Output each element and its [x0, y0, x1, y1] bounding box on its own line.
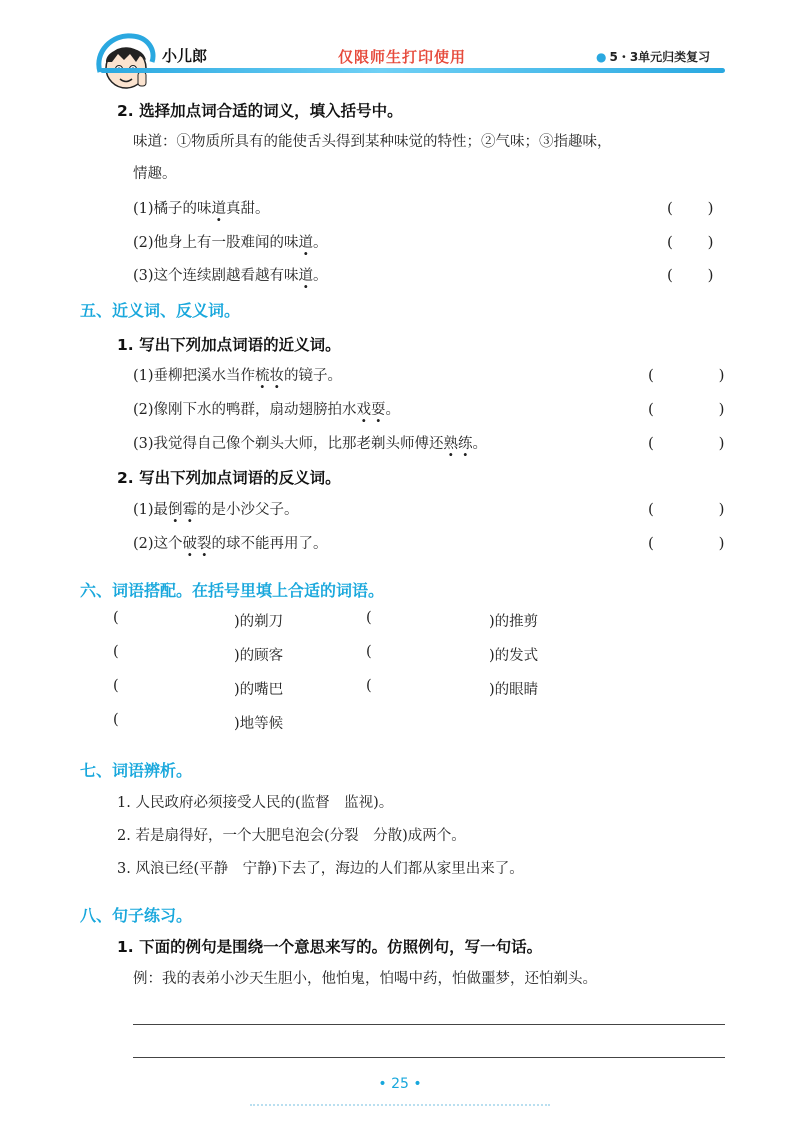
answer-blank[interactable]: ( ) [648, 366, 725, 384]
bullet-icon: ● [596, 50, 607, 64]
answer-blank[interactable]: ( ) [648, 400, 725, 418]
section-title: 五、近义词、反义词。 [80, 301, 241, 320]
question-title: 1. 下面的例句是围绕一个意思来写的。仿照例句，写一句话。 [117, 938, 543, 956]
unit-text: 5・3单元归类复习 [609, 50, 711, 64]
exercise-item: (1)垂柳把溪水当作梳妆的镜子。 [133, 368, 343, 384]
question-title: 2. 写出下列加点词语的反义词。 [117, 469, 341, 487]
question-title: 1. 写出下列加点词语的近义词。 [117, 336, 341, 354]
collocation-item: )的推剪 [489, 614, 539, 630]
unit-label [596, 48, 710, 65]
discrimination-item: 2. 若是扇得好，一个大肥皂泡会(分裂 分散)成两个。 [117, 828, 466, 844]
section-title: 六、词语搭配。在括号里填上合适的词语。 [80, 581, 385, 600]
page-number: • 25 • [378, 1076, 422, 1092]
brand-name: 小儿郎 [162, 47, 208, 65]
exercise-item: (1)橘子的味道真甜。 [133, 201, 270, 217]
collocation-item: )的发式 [489, 648, 539, 664]
exercise-item: (2)这个破裂的球不能再用了。 [133, 536, 328, 552]
exercise-item: (2)像刚下水的鸭群，扇动翅膀拍水戏耍。 [133, 402, 401, 418]
collocation-blank[interactable]: ( [113, 712, 119, 728]
collocation-blank[interactable]: ( [113, 644, 119, 660]
answer-blank[interactable]: ( ) [648, 434, 725, 452]
collocation-item: )的眼睛 [489, 682, 539, 698]
section-title: 八、句子练习。 [80, 906, 193, 925]
answer-blank[interactable]: ( ) [667, 266, 714, 284]
mascot-logo-icon [92, 32, 158, 96]
collocation-blank[interactable]: ( [113, 610, 119, 626]
collocation-item: )地等候 [234, 716, 284, 732]
collocation-blank[interactable]: ( [366, 678, 372, 694]
writing-line[interactable] [133, 1057, 725, 1058]
writing-line[interactable] [133, 1024, 725, 1025]
footer-decoration [250, 1104, 550, 1110]
collocation-blank[interactable]: ( [366, 610, 372, 626]
collocation-item: )的嘴巴 [234, 682, 284, 698]
answer-blank[interactable]: ( ) [648, 534, 725, 552]
collocation-blank[interactable]: ( [366, 644, 372, 660]
discrimination-item: 1. 人民政府必须接受人民的(监督 监视)。 [117, 795, 394, 811]
collocation-blank[interactable]: ( [113, 678, 119, 694]
exercise-item: (3)这个连续剧越看越有味道。 [133, 268, 328, 284]
exercise-item: (3)我觉得自己像个剃头大师，比那老剃头师傅还熟练。 [133, 436, 488, 452]
example-sentence: 例：我的表弟小沙天生胆小，他怕鬼，怕喝中药，怕做噩梦，还怕剃头。 [133, 971, 597, 987]
question-title: 2. 选择加点词合适的词义，填入括号中。 [117, 102, 403, 120]
exercise-item: (2)他身上有一股难闻的味道。 [133, 235, 328, 251]
discrimination-item: 3. 风浪已经(平静 宁静)下去了，海边的人们都从家里出来了。 [117, 861, 524, 877]
definition-line: 味道：①物质所具有的能使舌头得到某种味觉的特性；②气味；③指趣味， [133, 134, 612, 150]
answer-blank[interactable]: ( ) [667, 233, 714, 251]
answer-blank[interactable]: ( ) [648, 500, 725, 518]
definition-line: 情趣。 [133, 166, 177, 182]
collocation-item: )的剃刀 [234, 614, 284, 630]
answer-blank[interactable]: ( ) [667, 199, 714, 217]
watermark-text: 仅限师生打印使用 [338, 48, 467, 66]
header-bar [100, 68, 725, 73]
section-title: 七、词语辨析。 [80, 761, 193, 780]
exercise-item: (1)最倒霉的是小沙父子。 [133, 502, 299, 518]
collocation-item: )的顾客 [234, 648, 284, 664]
